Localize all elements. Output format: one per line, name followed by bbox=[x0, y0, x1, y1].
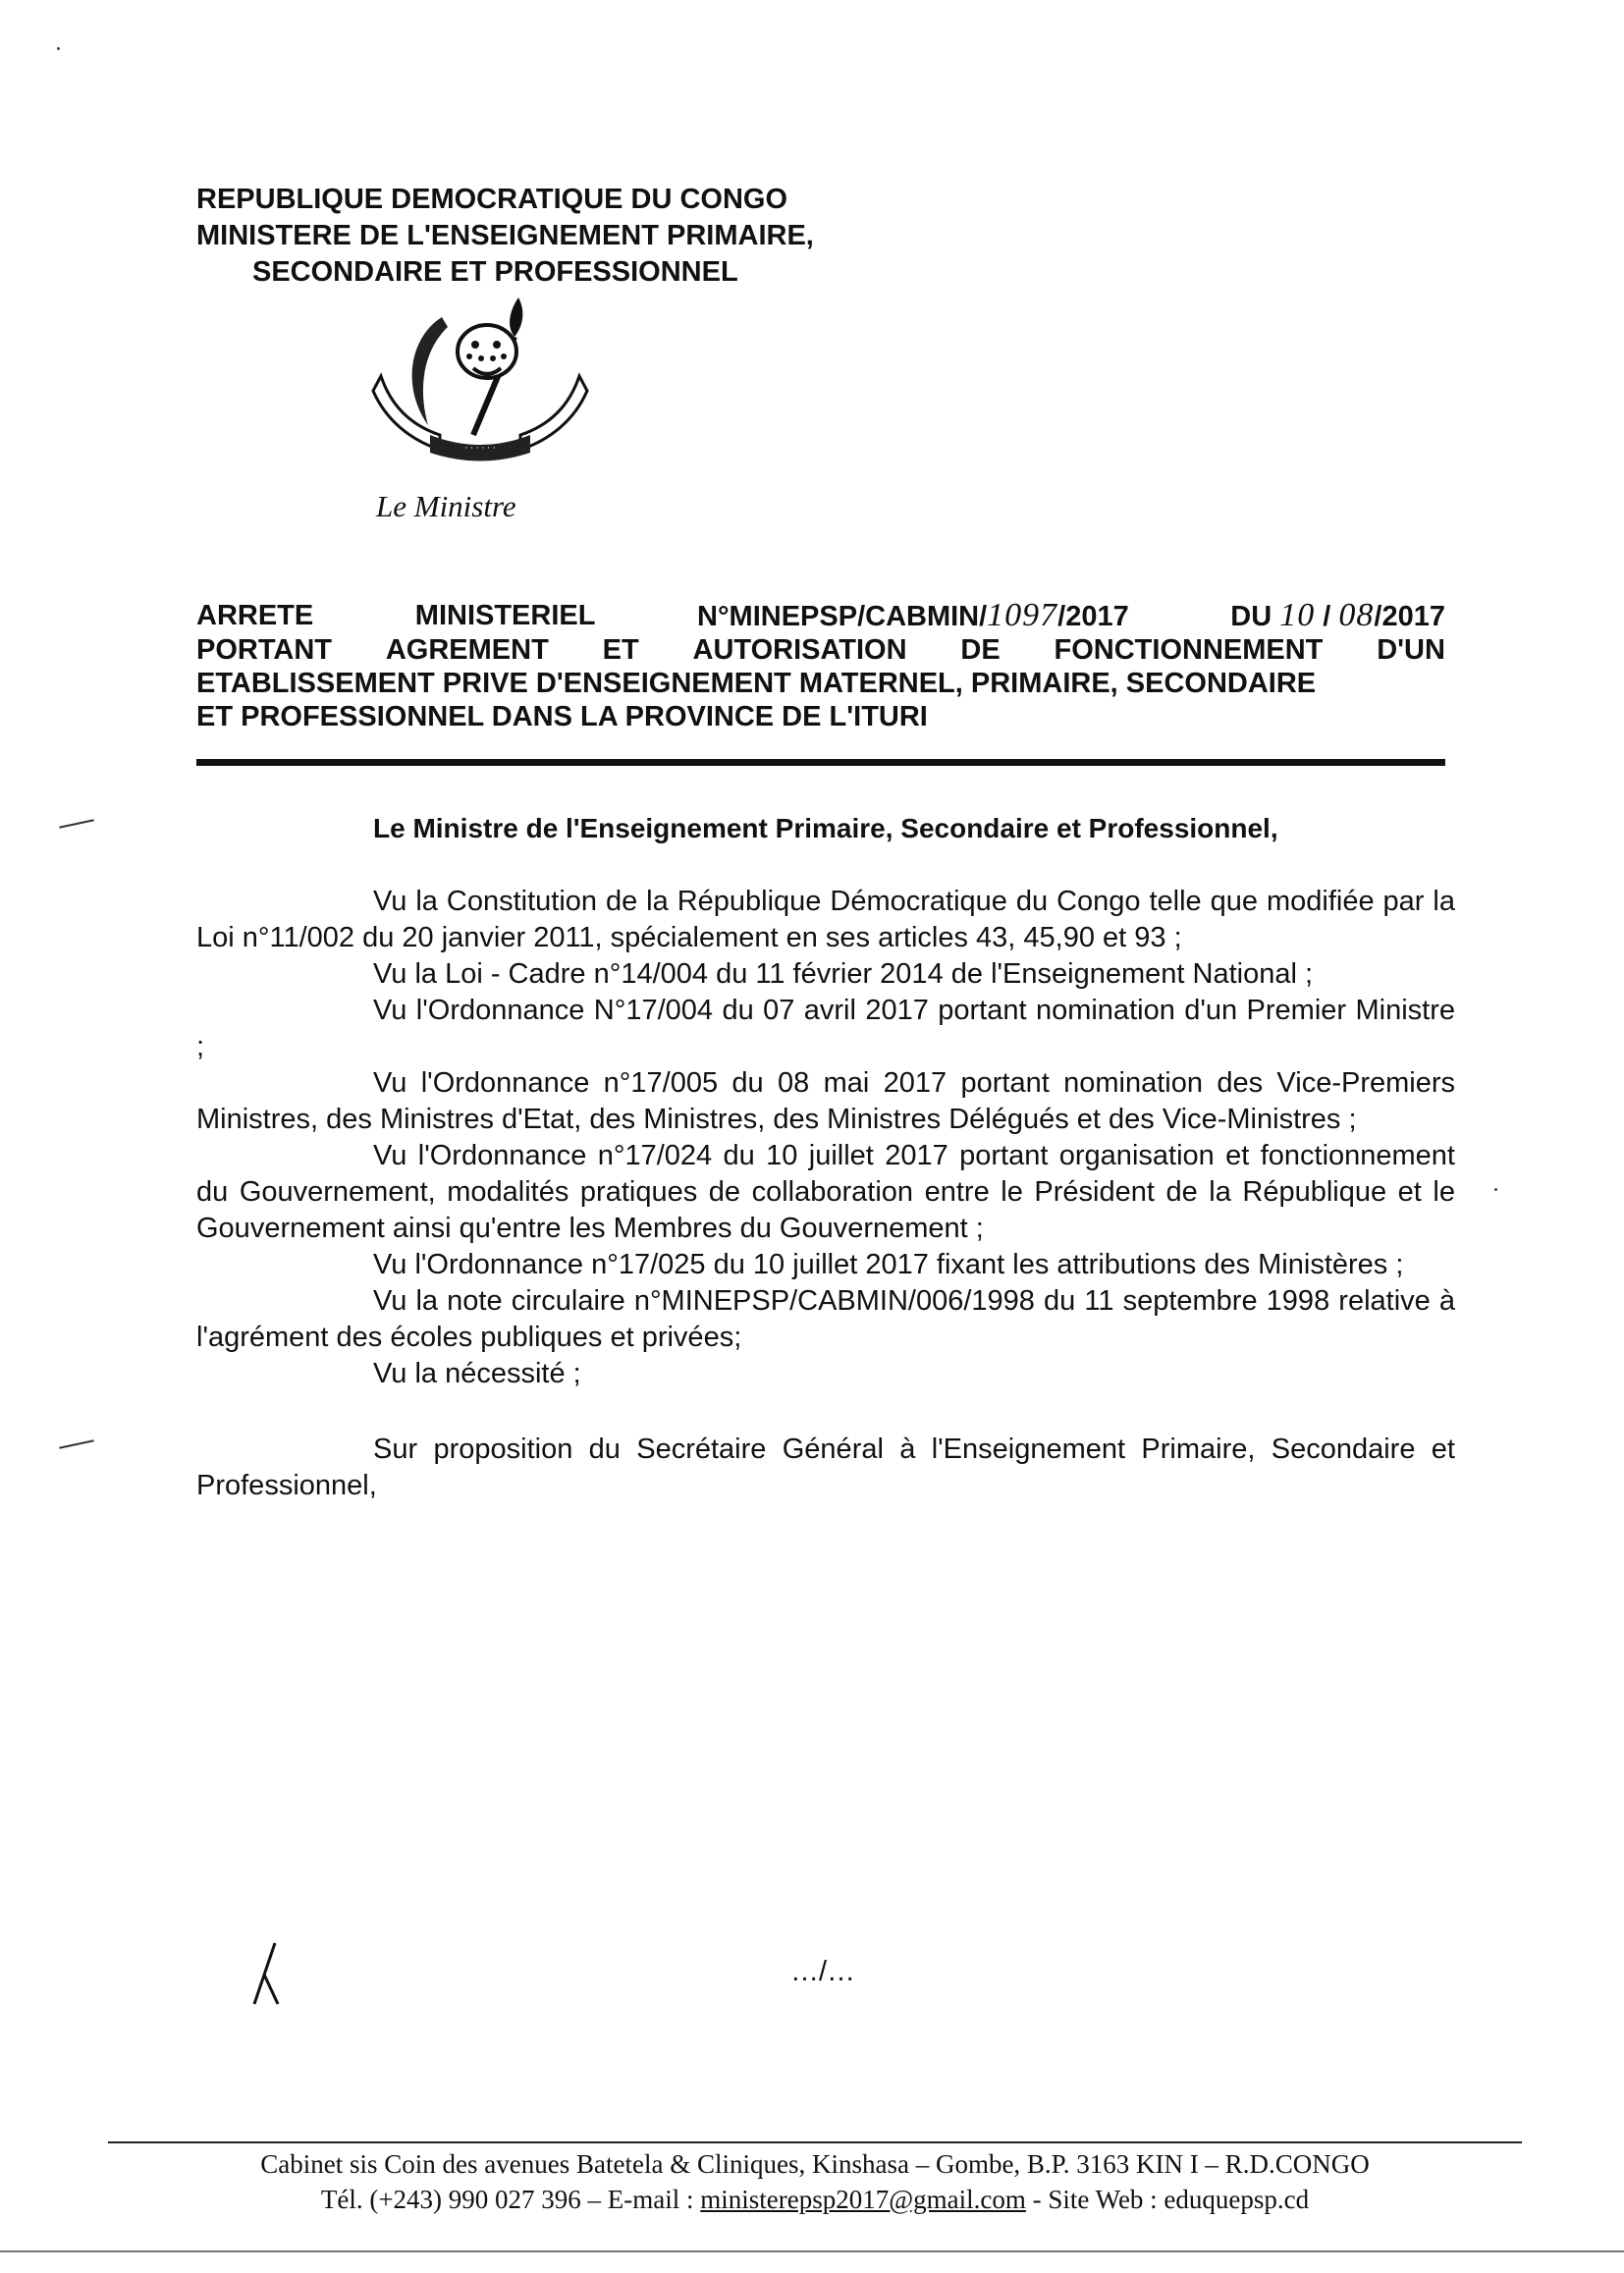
recital-proposition: Sur proposition du Secrétaire Général à l'Enseignement Primaire, Secondaire et Professionnel, bbox=[196, 1434, 1455, 1501]
svg-text:· · · · · ·: · · · · · · bbox=[464, 444, 496, 454]
handwritten-number: 1097 bbox=[987, 597, 1058, 633]
decree-title-line2: PORTANT AGREMENT ET AUTORISATION DE FONCTIONNEMENT D'UN bbox=[196, 634, 1445, 666]
handwritten-month: 08 bbox=[1338, 597, 1375, 633]
recital-ordonnance-premier-ministre: Vu l'Ordonnance N°17/004 du 07 avril 2017 portant nomination d'un Premier Ministre ; bbox=[196, 995, 1455, 1062]
signature-title: Le Ministre bbox=[376, 489, 516, 523]
handwritten-day: 10 bbox=[1279, 597, 1316, 633]
ministry-name-line1: MINISTERE DE L'ENSEIGNEMENT PRIMAIRE, bbox=[196, 220, 814, 251]
speck bbox=[57, 47, 60, 50]
coat-of-arms-leopard-icon bbox=[371, 298, 589, 462]
footer bbox=[108, 2146, 1522, 2217]
recital-necessite: Vu la nécessité ; bbox=[373, 1358, 581, 1389]
margin-mark bbox=[59, 1439, 94, 1448]
footer-email-link[interactable]: ministerepsp2017@gmail.com bbox=[700, 2185, 1026, 2214]
ministry-name-line2: SECONDAIRE ET PROFESSIONNEL bbox=[252, 256, 738, 288]
footer-divider bbox=[108, 2141, 1522, 2143]
scan-edge-line bbox=[0, 2250, 1624, 2252]
margin-mark bbox=[59, 819, 94, 828]
recital-note-circulaire: Vu la note circulaire n°MINEPSP/CABMIN/006/1998 du 11 septembre 1998 relative à l'agrément des écoles publiques et privées; bbox=[196, 1285, 1455, 1353]
decree-body bbox=[196, 884, 1455, 1504]
recital-ordonnance-organisation: Vu l'Ordonnance n°17/024 du 10 juillet 2017 portant organisation et fonctionnement du Gouvernement, modalités pratiques de collaboration entre le Président de la République et le Gouvernement ainsi qu'entre les Membres du Gouvernement ; bbox=[196, 1140, 1455, 1244]
preamble: Le Ministre de l'Enseignement Primaire, Secondaire et Professionnel, bbox=[373, 813, 1278, 843]
decree-date: DU 10 / 08/2017 bbox=[1230, 597, 1445, 633]
continuation-mark: …/… bbox=[790, 1956, 856, 1987]
decree-title-line1: ARRETE MINISTERIEL N°MINEPSP/CABMIN/1097/2017 DU 10 / 08/2017 bbox=[196, 597, 1445, 633]
country-name: REPUBLIQUE DEMOCRATIQUE DU CONGO bbox=[196, 184, 788, 215]
decree-reference: N°MINEPSP/CABMIN/1097/2017 bbox=[697, 597, 1129, 633]
title-divider bbox=[196, 759, 1445, 766]
decree-title-line4: ET PROFESSIONNEL DANS LA PROVINCE DE L'ITURI bbox=[196, 701, 928, 732]
speck bbox=[1494, 1188, 1497, 1191]
decree-title bbox=[196, 599, 1445, 733]
recital-constitution: Vu la Constitution de la République Démocratique du Congo telle que modifiée par la Loi n°11/002 du 20 janvier 2011, spécialement en ses articles 43, 45,90 et 93 ; bbox=[196, 886, 1455, 953]
recital-ordonnance-nomination: Vu l'Ordonnance n°17/005 du 08 mai 2017 portant nomination des Vice-Premiers Ministres, des Ministres d'Etat, des Ministres, des Ministres Délégués et des Vice-Ministres ; bbox=[196, 1067, 1455, 1135]
decree-title-line3: ETABLISSEMENT PRIVE D'ENSEIGNEMENT MATERNEL, PRIMAIRE, SECONDAIRE bbox=[196, 668, 1317, 699]
handwritten-initial-mark bbox=[250, 1939, 290, 2008]
letterhead bbox=[196, 182, 814, 291]
footer-contacts: Tél. (+243) 990 027 396 – E-mail : ministerepsp2017@gmail.com - Site Web : eduquepsp.cd bbox=[320, 2185, 1310, 2214]
footer-address: Cabinet sis Coin des avenues Batetela & Cliniques, Kinshasa – Gombe, B.P. 3163 KIN I – R.D.CONGO bbox=[260, 2149, 1370, 2179]
recital-ordonnance-attributions: Vu l'Ordonnance n°17/025 du 10 juillet 2017 fixant les attributions des Ministères ; bbox=[373, 1249, 1404, 1280]
recital-loi-cadre: Vu la Loi - Cadre n°14/004 du 11 février 2014 de l'Enseignement National ; bbox=[373, 958, 1314, 990]
